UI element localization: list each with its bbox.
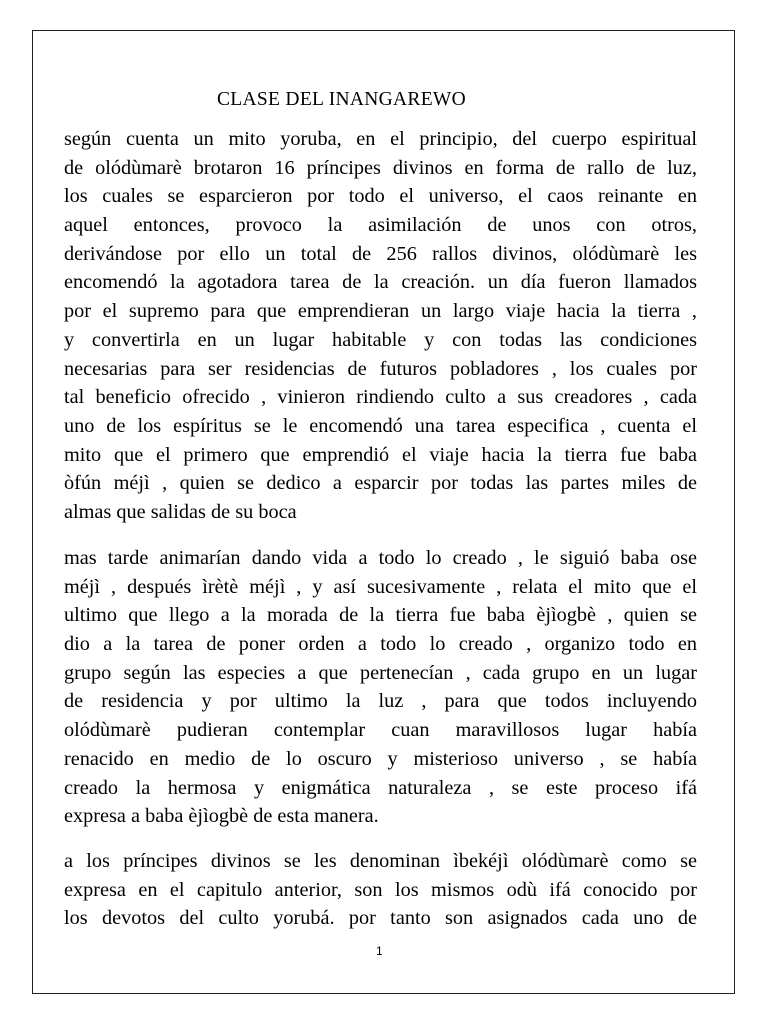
text-line: de residencia y por ultimo la luz , para que todos incluyendo (64, 690, 697, 713)
text-line: encomendó la agotadora tarea de la creación. un día fueron llamados (64, 271, 697, 294)
text-line: expresa a baba èjìogbè de esta manera. (64, 805, 379, 828)
text-line: y convertirla en un lugar habitable y con todas las condiciones (64, 328, 697, 351)
text-line: olódùmarè pudieran contemplar cuan maravillosos lugar había (64, 719, 697, 742)
text-line: grupo según las especies a que pertenecían , cada grupo en un lugar (64, 661, 697, 684)
text-line: almas que salidas de su boca (64, 500, 297, 523)
paragraph-1 (64, 125, 697, 527)
paragraph-2 (64, 544, 697, 831)
text-line: según cuenta un mito yoruba, en el principio, del cuerpo espiritual (64, 128, 697, 150)
text-line: a los príncipes divinos se les denominan ìbekéjì olódùmarè como se (64, 850, 697, 872)
text-line: de olódùmarè brotaron 16 príncipes divinos en forma de rallo de luz, (64, 156, 697, 179)
text-line: tal beneficio ofrecido , vinieron rindiendo culto a sus creadores , cada (64, 386, 697, 409)
document-title: CLASE DEL INANGAREWO (217, 89, 466, 110)
paragraph-3 (64, 847, 697, 933)
text-line: méjì , después ìrètè méjì , y así sucesivamente , relata el mito que el (64, 575, 697, 598)
text-line: expresa en el capitulo anterior, son los mismos odù ifá conocido por (64, 878, 697, 901)
text-line: mito que el primero que emprendió el viaje hacia la tierra fue baba (64, 443, 697, 466)
text-line: dio a la tarea de poner orden a todo lo creado , organizo todo en (64, 633, 697, 656)
text-line: derivándose por ello un total de 256 rallos divinos, olódùmarè les (64, 242, 697, 265)
text-line: necesarias para ser residencias de futuros pobladores , los cuales por (64, 357, 697, 380)
text-line: renacido en medio de lo oscuro y misterioso universo , se había (64, 747, 697, 770)
text-line: ultimo que llego a la morada de la tierra fue baba èjìogbè , quien se (64, 604, 697, 627)
text-line: creado la hermosa y enigmática naturaleza , se este proceso ifá (64, 776, 697, 799)
text-line: por el supremo para que emprendieran un largo viaje hacia la tierra , (64, 300, 697, 323)
page-number: 1 (376, 944, 383, 958)
text-line: uno de los espíritus se le encomendó una tarea especifica , cuenta el (64, 414, 697, 437)
text-line: los devotos del culto yorubá. por tanto son asignados cada uno de (64, 907, 697, 930)
text-line: mas tarde animarían dando vida a todo lo creado , le siguió baba ose (64, 547, 697, 569)
text-line: òfún méjì , quien se dedico a esparcir por todas las partes miles de (64, 472, 697, 495)
text-line: aquel entonces, provoco la asimilación de unos con otros, (64, 214, 697, 237)
text-line: los cuales se esparcieron por todo el universo, el caos reinante en (64, 185, 697, 208)
